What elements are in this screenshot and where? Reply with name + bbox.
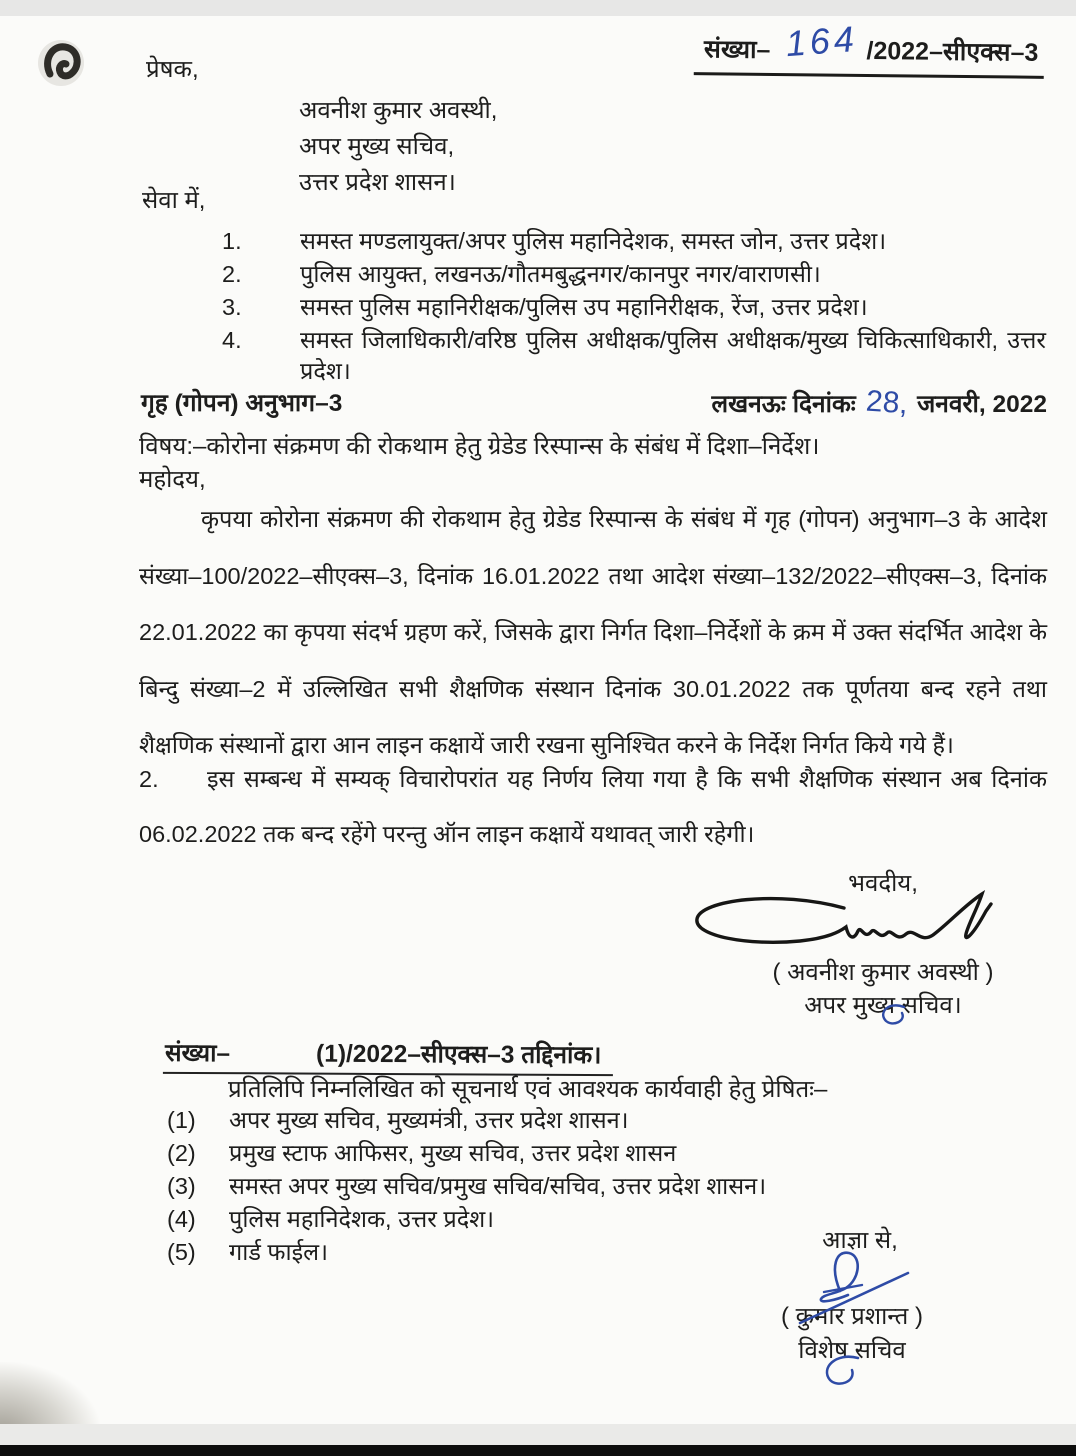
scan-edge-top	[0, 0, 1076, 16]
scan-edge-black-strip	[0, 1445, 1076, 1456]
list-item	[222, 259, 1046, 290]
sender-name: अवनीश कुमार अवस्थी,	[299, 97, 498, 124]
place-date-line	[711, 386, 1047, 420]
list-item	[222, 292, 1046, 323]
item-number: 1.	[222, 228, 242, 254]
reference-number-line	[693, 17, 1044, 79]
staple-punch-mark-icon	[34, 36, 90, 92]
sender-org: उत्तर प्रदेश शासन।	[299, 169, 456, 196]
blue-pen-flourish-icon	[818, 1354, 866, 1390]
item-number: (1)	[167, 1107, 196, 1133]
list-item	[167, 1105, 937, 1135]
issuing-section: गृह (गोपन) अनुभाग–3	[141, 390, 343, 417]
item-text: समस्त मण्डलायुक्त/अपर पुलिस महानिदेशक, समस्त जोन, उत्तर प्रदेश।	[300, 228, 887, 254]
body-paragraph-1: कृपया कोरोना संक्रमण की रोकथाम हेतु ग्रेडेड रिस्पान्स के संबंध में गृह (गोपन) अनुभाग–3 के आदेश संख्या–100/2022–सीएक्स–3, दिनांक 16.01.2022 तथा आदेश संख्या–132/2022–सीएक्स–3, दिनांक 22.01.2022 का कृपया संदर्भ ग्रहण करें, जिसके द्वारा निर्गत दिशा–निर्देशों के क्रम में उक्त संदर्भित आदेश के बिन्दु संख्या–2 में उल्लिखित सभी शैक्षणिक संस्थान दिनांक 30.01.2022 तक पूर्णतया बन्द रहने तथा शैक्षणिक संस्थानों द्वारा आन लाइन कक्षायें जारी रखना सुनिश्चित करने के निर्देश निर्गत किये गये हैं।	[139, 506, 1047, 758]
item-number: (4)	[167, 1206, 196, 1232]
item-number: (5)	[167, 1239, 196, 1265]
sender-designation: अपर मुख्य सचिव,	[299, 133, 455, 160]
addressee-label: सेवा में,	[142, 187, 206, 214]
subject-line: विषय:–कोरोना संक्रमण की रोकथाम हेतु ग्रेडेड रिस्पान्स के संबंध में दिशा–निर्देश।	[139, 433, 820, 460]
body-paragraph-2	[139, 752, 1047, 862]
ref-label: संख्या–	[703, 35, 771, 64]
item-number: 2.	[222, 261, 242, 287]
signatory-designation: अपर मुख्य सचिव।	[804, 992, 962, 1019]
section-and-date-row	[141, 386, 1047, 420]
item-number: 3.	[222, 294, 242, 320]
paragraph-number: 2.	[139, 766, 159, 792]
list-item	[167, 1138, 937, 1168]
handwritten-signature-blue-icon	[778, 1247, 930, 1331]
copy-ref-label: संख्या–	[164, 1039, 231, 1068]
item-text: समस्त अपर मुख्य सचिव/प्रमुख सचिव/सचिव, उत्तर प्रदेश शासन।	[229, 1173, 767, 1199]
sender-label: प्रेषक,	[146, 56, 199, 83]
date-label: लखनऊः दिनांकः	[711, 391, 856, 418]
item-number: (2)	[167, 1140, 196, 1166]
addressee-list	[222, 226, 1046, 389]
signatory-name: ( अवनीश कुमार अवस्थी )	[772, 959, 994, 986]
item-text: गार्ड फाईल।	[229, 1239, 329, 1265]
signatory2-designation: विशेष सचिव	[798, 1337, 906, 1364]
list-item	[167, 1171, 937, 1201]
by-order-line: आज्ञा से,	[822, 1227, 898, 1254]
signatory2-name: ( कुमार प्रशान्त )	[780, 1303, 924, 1330]
copy-intro-line: प्रतिलिपि निम्नलिखित को सूचनार्थ एवं आवश्यक कार्यवाही हेतु प्रेषितः–	[228, 1076, 828, 1103]
scan-edge-bottom	[0, 1424, 1076, 1445]
item-text: पुलिस आयुक्त, लखनऊ/गौतमबुद्धनगर/कानपुर नगर/वाराणसी।	[300, 261, 821, 287]
date-month-year: जनवरी, 2022	[917, 391, 1047, 418]
salutation: महोदय,	[139, 466, 206, 493]
copy-reference-line	[163, 1036, 614, 1076]
handwritten-date-day: 28,	[864, 384, 909, 421]
handwritten-ref-number: 164	[784, 17, 860, 65]
item-text: समस्त जिलाधिकारी/वरिष्ठ पुलिस अधीक्षक/पुलिस अधीक्षक/मुख्य चिकित्साधिकारी, उत्तर प्रदेश।	[300, 327, 1046, 384]
ref-suffix: /2022–सीएक्स–3	[865, 36, 1039, 67]
item-text: समस्त पुलिस महानिरीक्षक/पुलिस उप महानिरीक्षक, रेंज, उत्तर प्रदेश।	[300, 294, 868, 320]
blue-pen-flourish-icon	[876, 1001, 912, 1031]
sender-block	[299, 93, 497, 201]
list-item	[222, 226, 1046, 257]
list-item	[222, 325, 1046, 387]
copy-ref-value: (1)/2022–सीएक्स–3 तद्दिनांक।	[316, 1040, 602, 1070]
item-text: पुलिस महानिदेशक, उत्तर प्रदेश।	[229, 1206, 495, 1232]
paragraph-text: इस सम्बन्ध में सम्यक् विचारोपरांत यह निर्णय लिया गया है कि सभी शैक्षणिक संस्थान अब दिनांक 06.02.2022 तक बन्द रहेंगे परन्तु ऑन लाइन कक्षायें यथावत् जारी रहेगी।	[139, 766, 1047, 847]
item-number: (3)	[167, 1173, 196, 1199]
item-text: प्रमुख स्टाफ आफिसर, मुख्य सचिव, उत्तर प्रदेश शासन	[229, 1140, 677, 1166]
item-text: अपर मुख्य सचिव, मुख्यमंत्री, उत्तर प्रदेश शासन।	[229, 1107, 629, 1133]
item-number: 4.	[222, 327, 242, 353]
closing-word: भवदीय,	[848, 870, 918, 897]
